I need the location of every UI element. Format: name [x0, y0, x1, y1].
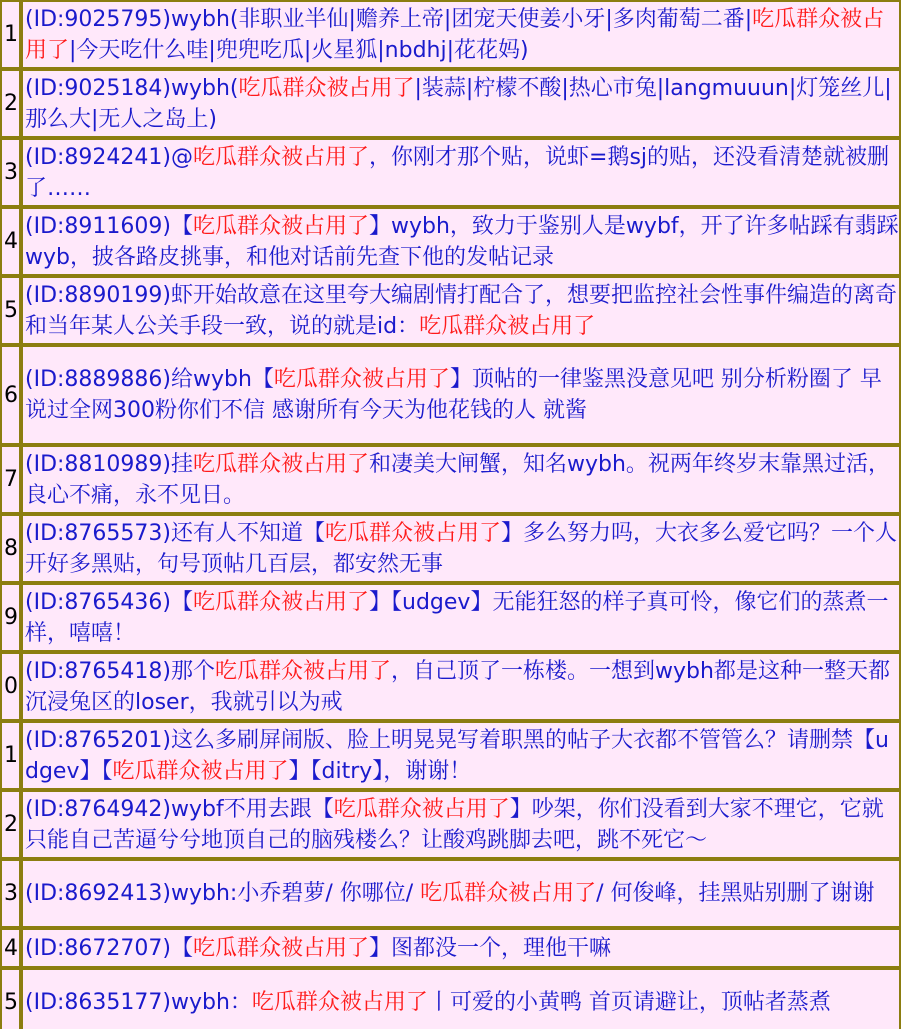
post-row — [0, 207, 901, 276]
highlighted-username: 吃瓜群众被占用了 — [193, 935, 370, 961]
post-link[interactable] — [21, 928, 901, 968]
post-link[interactable] — [21, 207, 901, 276]
post-row — [0, 514, 901, 583]
post-text: 】【udgev】无能狂怒的样子真可怜，像它们的蒸煮一样，嘻嘻！ — [25, 589, 889, 646]
post-link[interactable] — [21, 445, 901, 514]
post-text: |装蒜|柠檬不酸|热心市兔|langmuuun|灯笼丝儿|那么大|无人之岛上) — [25, 75, 892, 132]
post-text: (ID:9025795)wybh(非职业半仙|赡养上帝|团宠天使姜小牙|多肉葡萄二番| — [25, 6, 753, 32]
post-text: ，自己顶了一栋楼。一想到wybh都是这种一整天都沉浸兔区的loser，我就引以为戒 — [25, 658, 890, 715]
post-text: |今天吃什么哇|兜兜吃瓜|火星狐|nbdhj|花花妈) — [69, 37, 529, 63]
post-row — [0, 928, 901, 968]
highlighted-username: 吃瓜群众被占用了 — [193, 589, 370, 615]
post-link[interactable] — [21, 859, 901, 928]
row-number: 7 — [0, 445, 21, 514]
post-link[interactable] — [21, 790, 901, 859]
post-link[interactable] — [21, 721, 901, 790]
post-row — [0, 721, 901, 790]
post-text: (ID:8672707)【 — [25, 935, 193, 961]
post-row — [0, 138, 901, 207]
post-text: (ID:8765573)还有人不知道【 — [25, 520, 325, 546]
highlighted-username: 吃瓜群众被占用了 — [193, 213, 370, 239]
post-text: ，你刚才那个贴，说虾=鹅sj的贴，还没看清楚就被删了…… — [25, 144, 890, 201]
highlighted-username: 吃瓜群众被占用了 — [238, 75, 415, 101]
post-row — [0, 790, 901, 859]
post-text: / 何俊峰，挂黑贴别删了谢谢 — [596, 881, 875, 906]
highlighted-username: 吃瓜群众被占用了 — [273, 367, 450, 392]
post-row — [0, 276, 901, 345]
post-text: 】图都没一个，理他干嘛 — [369, 935, 612, 961]
row-number: 9 — [0, 583, 21, 652]
highlighted-username: 吃瓜群众被占用了 — [420, 881, 597, 906]
highlighted-username: 吃瓜群众被占用了 — [251, 990, 428, 1015]
post-row — [0, 0, 901, 69]
post-text: (ID:8924241)@ — [25, 144, 193, 170]
post-text: (ID:8692413)wybh:小乔碧萝/ 你哪位/ — [25, 881, 421, 906]
post-text: 和凄美大闸蟹，知名wybh。祝两年终岁末靠黑过活，良心不痛，永不见日。 — [25, 451, 890, 508]
row-number: 0 — [0, 652, 21, 721]
post-link[interactable] — [21, 0, 901, 69]
post-text: 丨可爱的小黄鸭 首页请避让，顶帖者蒸煮 — [427, 990, 831, 1015]
post-row — [0, 345, 901, 445]
row-number: 3 — [0, 859, 21, 928]
post-row — [0, 445, 901, 514]
row-number: 3 — [0, 138, 21, 207]
post-text: (ID:9025184)wybh( — [25, 75, 239, 101]
row-number: 5 — [0, 968, 21, 1029]
highlighted-username: 吃瓜群众被占用了 — [193, 451, 370, 477]
row-number: 8 — [0, 514, 21, 583]
post-text: 】顶帖的一律鉴黑没意见吧 别分析粉圈了 早说过全网300粉你们不信 感谢所有今天为他花钱的人 就酱 — [25, 367, 882, 423]
post-text: (ID:8889886)给wybh【 — [25, 367, 274, 392]
post-text: 】吵架，你们没看到大家不理它，它就只能自己苦逼兮兮地顶自己的脑残楼么？让酸鸡跳脚去吧，跳不死它～ — [25, 796, 884, 853]
post-link[interactable] — [21, 276, 901, 345]
post-text: (ID:8911609)【 — [25, 213, 193, 239]
highlighted-username: 吃瓜群众被占用了 — [325, 520, 502, 546]
row-number: 2 — [0, 69, 21, 138]
highlighted-username: 吃瓜群众被占用了 — [25, 6, 885, 63]
highlighted-username: 吃瓜群众被占用了 — [193, 144, 370, 170]
post-text: 】wybh，致力于鉴别人是wybf，开了许多帖踩有翡踩wyb，披各路皮挑事，和他对话前先查下他的发帖记录 — [25, 213, 899, 270]
highlighted-username: 吃瓜群众被占用了 — [112, 758, 289, 784]
post-text: (ID:8765418)那个 — [25, 658, 215, 684]
post-text: (ID:8890199)虾开始故意在这里夸大编剧情打配合了，想要把监控社会性事件编造的离奇和当年某人公关手段一致，说的就是id： — [25, 282, 897, 339]
row-number: 6 — [0, 345, 21, 445]
highlighted-username: 吃瓜群众被占用了 — [215, 658, 392, 684]
row-number: 4 — [0, 928, 21, 968]
post-link[interactable] — [21, 652, 901, 721]
row-number: 4 — [0, 207, 21, 276]
row-number: 5 — [0, 276, 21, 345]
post-row — [0, 652, 901, 721]
post-row — [0, 968, 901, 1029]
highlighted-username: 吃瓜群众被占用了 — [333, 796, 510, 822]
post-text: (ID:8764942)wybf不用去跟【 — [25, 796, 334, 822]
post-text: (ID:8635177)wybh： — [25, 990, 252, 1015]
post-link[interactable] — [21, 345, 901, 445]
post-link[interactable] — [21, 138, 901, 207]
row-number: 1 — [0, 721, 21, 790]
post-link[interactable] — [21, 968, 901, 1029]
row-number: 2 — [0, 790, 21, 859]
post-text: 】多么努力吗，大衣多么爱它吗？一个人开好多黑贴，句号顶帖几百层，都安然无事 — [25, 520, 898, 577]
post-text: (ID:8765436)【 — [25, 589, 193, 615]
post-link[interactable] — [21, 69, 901, 138]
post-row — [0, 859, 901, 928]
highlighted-username: 吃瓜群众被占用了 — [419, 313, 596, 339]
post-text: 】【ditry】，谢谢！ — [288, 758, 472, 784]
post-text: (ID:8765201)这么多刷屏闹版、脸上明晃晃写着职黑的帖子大衣都不管管么？请删禁【udgev】【 — [25, 727, 889, 784]
row-number: 1 — [0, 0, 21, 69]
post-row — [0, 69, 901, 138]
post-link[interactable] — [21, 583, 901, 652]
post-text: (ID:8810989)挂 — [25, 451, 193, 477]
post-link[interactable] — [21, 514, 901, 583]
post-row — [0, 583, 901, 652]
